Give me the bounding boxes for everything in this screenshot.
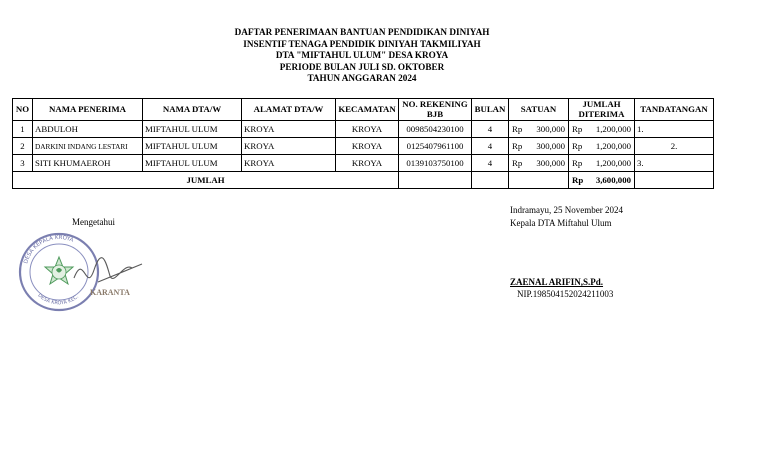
svg-text:DESA KROYA KEC. bbox=[36, 293, 80, 307]
row-satuan bbox=[509, 121, 569, 138]
header-rekening-line-2: BJB bbox=[426, 108, 444, 119]
row-no: 1 bbox=[13, 121, 33, 138]
title-line-2: INSENTIF TENAGA PENDIDIK DINIYAH TAKMILIYAH bbox=[243, 38, 481, 49]
header-jumlah-line-1: JUMLAH bbox=[582, 99, 621, 109]
signer-position: Kepala DTA Miftahul Ulum bbox=[510, 217, 612, 228]
row-dta: MIFTAHUL ULUM bbox=[143, 138, 242, 155]
row-no: 3 bbox=[13, 155, 33, 172]
svg-text:DESA KEPALA KROYA bbox=[23, 235, 74, 264]
row-alamat: KROYA bbox=[242, 138, 336, 155]
header-nama-penerima: NAMA PENERIMA bbox=[33, 99, 143, 121]
stamp-emblem-icon bbox=[45, 257, 73, 284]
stamp-arc-top: DESA KEPALA KROYA bbox=[23, 234, 75, 265]
official-stamp bbox=[14, 232, 146, 316]
row-bulan: 4 bbox=[472, 155, 509, 172]
signature-scribble bbox=[74, 258, 142, 282]
total-amount bbox=[569, 172, 635, 189]
left-signer-name: KARANTA bbox=[90, 288, 130, 297]
table-row bbox=[13, 155, 714, 172]
row-jumlah-currency: Rp bbox=[572, 124, 583, 134]
row-dta: MIFTAHUL ULUM bbox=[143, 155, 242, 172]
row-tanda: 1. bbox=[635, 121, 714, 138]
total-value: 3,600,000 bbox=[595, 175, 631, 185]
row-satuan-value: 300,000 bbox=[536, 158, 565, 168]
header-bulan: BULAN bbox=[472, 99, 509, 121]
row-satuan bbox=[509, 138, 569, 155]
row-rekening: 0098504230100 bbox=[399, 121, 472, 138]
row-jumlah-value: 1,200,000 bbox=[595, 141, 631, 151]
total-row bbox=[13, 172, 714, 189]
total-empty-cell bbox=[509, 172, 569, 189]
row-kecamatan: KROYA bbox=[336, 121, 399, 138]
row-jumlah-currency: Rp bbox=[572, 158, 583, 168]
row-tanda: 2. bbox=[635, 138, 714, 155]
row-satuan-value: 300,000 bbox=[536, 141, 565, 151]
header-tandatangan: TANDATANGAN bbox=[635, 99, 714, 121]
row-rekening: 0125407961100 bbox=[399, 138, 472, 155]
row-no: 2 bbox=[13, 138, 33, 155]
row-alamat: KROYA bbox=[242, 121, 336, 138]
header-kecamatan: KECAMATAN bbox=[336, 99, 399, 121]
row-satuan-value: 300,000 bbox=[536, 124, 565, 134]
header-jumlah bbox=[569, 99, 635, 121]
header-rekening-line-1: NO. REKENING bbox=[402, 99, 468, 109]
row-jumlah bbox=[569, 121, 635, 138]
row-satuan-currency: Rp bbox=[512, 124, 523, 134]
row-jumlah-currency: Rp bbox=[572, 141, 583, 151]
row-jumlah-value: 1,200,000 bbox=[595, 158, 631, 168]
header-rekening bbox=[399, 99, 472, 121]
document-title bbox=[200, 27, 524, 85]
signer-name: ZAENAL ARIFIN,S.Pd. bbox=[510, 277, 604, 287]
acknowledged-label: Mengetahui bbox=[72, 217, 115, 227]
title-line-5: TAHUN ANGGARAN 2024 bbox=[307, 73, 417, 84]
stamp-arc-bottom: DESA KROYA KEC. bbox=[36, 292, 81, 307]
header-jumlah-line-2: DITERIMA bbox=[578, 108, 625, 119]
row-kecamatan: KROYA bbox=[336, 155, 399, 172]
row-nama: DARKINI INDANG LESTARI bbox=[33, 138, 143, 155]
recipient-table bbox=[12, 98, 714, 189]
header-alamat: ALAMAT DTA/W bbox=[242, 99, 336, 121]
title-line-3: DTA "MIFTAHUL ULUM" DESA KROYA bbox=[275, 50, 449, 61]
row-nama: ABDULOH bbox=[33, 121, 143, 138]
table-header-row bbox=[13, 99, 714, 121]
row-nama: SITI KHUMAEROH bbox=[33, 155, 143, 172]
place-date: Indramayu, 25 November 2024 bbox=[510, 205, 623, 215]
right-signature-block bbox=[510, 204, 623, 229]
row-jumlah bbox=[569, 155, 635, 172]
header-nama-dta: NAMA DTA/W bbox=[143, 99, 242, 121]
total-currency: Rp bbox=[572, 175, 584, 185]
title-line-4: PERIODE BULAN JULI SD. OKTOBER bbox=[279, 61, 445, 72]
signer-nip: NIP.198504152024211003 bbox=[517, 289, 614, 299]
stamp-seal-icon bbox=[14, 232, 146, 316]
row-satuan-currency: Rp bbox=[512, 141, 523, 151]
row-bulan: 4 bbox=[472, 121, 509, 138]
row-satuan bbox=[509, 155, 569, 172]
total-empty-cell bbox=[399, 172, 472, 189]
row-alamat: KROYA bbox=[242, 155, 336, 172]
table-row bbox=[13, 121, 714, 138]
row-satuan-currency: Rp bbox=[512, 158, 523, 168]
row-kecamatan: KROYA bbox=[336, 138, 399, 155]
row-tanda: 3. bbox=[635, 155, 714, 172]
row-bulan: 4 bbox=[472, 138, 509, 155]
total-empty-cell bbox=[635, 172, 714, 189]
title-line-1: DAFTAR PENERIMAAN BANTUAN PENDIDIKAN DINIYAH bbox=[234, 27, 490, 37]
row-dta: MIFTAHUL ULUM bbox=[143, 121, 242, 138]
row-jumlah-value: 1,200,000 bbox=[595, 124, 631, 134]
header-satuan: SATUAN bbox=[509, 99, 569, 121]
total-empty-cell bbox=[472, 172, 509, 189]
row-rekening: 0139103750100 bbox=[399, 155, 472, 172]
table-row bbox=[13, 138, 714, 155]
total-label: JUMLAH bbox=[13, 172, 399, 189]
header-no: NO bbox=[13, 99, 33, 121]
row-jumlah bbox=[569, 138, 635, 155]
